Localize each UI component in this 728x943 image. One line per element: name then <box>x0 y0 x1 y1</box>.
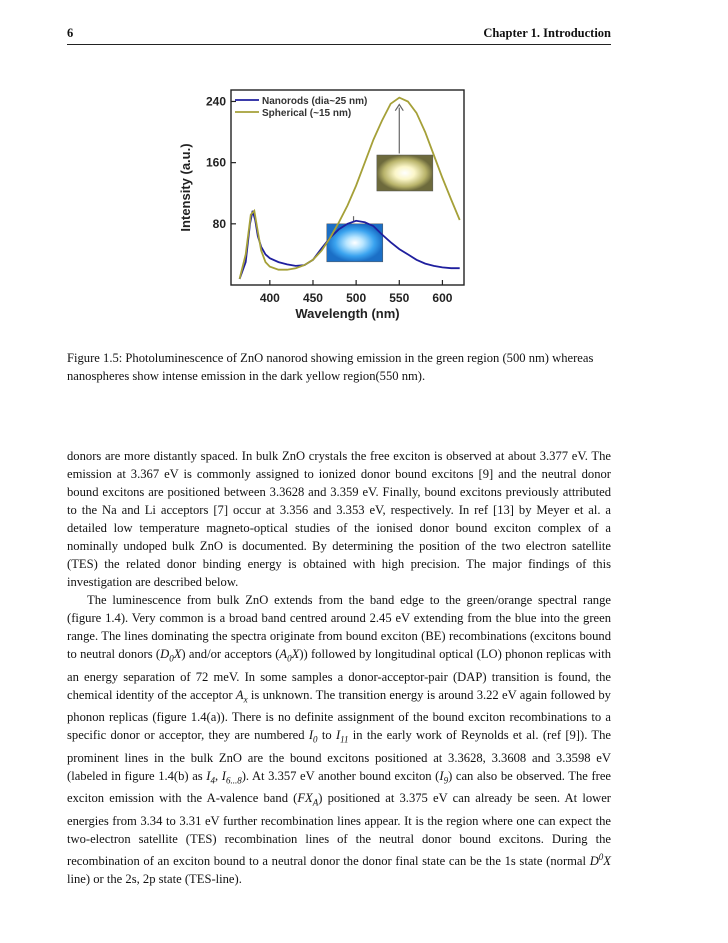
page-header <box>67 26 611 44</box>
symbol-a0x-text: $A_0X$ <box>279 647 300 664</box>
p2-text-e: to <box>317 728 336 743</box>
chapter-title: Chapter 1. Introduction <box>483 26 611 40</box>
x-tick-label-500: 500 <box>346 291 367 305</box>
p2-text-h: ). At 3.357 eV another bound exciton ( <box>241 768 440 783</box>
x-axis-label: Wavelength (nm) <box>295 306 400 321</box>
symbol-i0 <box>308 728 318 745</box>
x-tick-label-550: 550 <box>389 291 410 305</box>
p2-text-f: in the early work of Reynolds et al. (ref [9]). The prominent lines in the bulk ZnO are the bound excitons positioned at 3.3628, 3.3608 and 3.3598 eV (labeled in figure 1.4(b) as <box>67 728 611 783</box>
symbol-fxa <box>297 791 319 808</box>
symbol-ax-text: $A_x$ <box>235 687 248 705</box>
y-tick-label-80: 80 <box>212 216 226 231</box>
p2-text-d: is unknown. The transition energy is around 3.22 eV again followed by phonon replicas (figure 1.4(a)). There is no definite assignment of the bound exciton recombinations to a specific donor or acceptor, they are numbered <box>67 687 611 743</box>
x-tick-label-600: 600 <box>432 291 453 305</box>
symbol-i9-text: $I_9$ <box>439 768 449 786</box>
symbol-i0-text: $I_0$ <box>308 728 318 745</box>
paragraph-2 <box>67 591 611 888</box>
symbol-i11 <box>335 728 349 745</box>
symbol-d0x <box>160 647 182 664</box>
symbol-i9 <box>439 768 449 786</box>
p2-text-b: ) and/or acceptors ( <box>181 647 280 661</box>
p2-text-a: The luminescence from bulk ZnO extends from the band edge to the green/orange spectral range (figure 1.4). Very common is a broad band centred around 2.45 eV extending from the blue into the green range. The lines dominating the spectra originate from bound exciton (BE) recombinations (excitons bound to neutral donors ( <box>67 593 611 661</box>
symbol-i6-8 <box>221 768 242 786</box>
symbol-d0x-line <box>589 851 611 868</box>
legend-entry-0: Nanorods (dia~25 nm) <box>262 96 368 107</box>
symbol-d0x-text: $D_0X$ <box>160 647 182 664</box>
figure-1-5 <box>176 82 472 322</box>
header-rule <box>67 44 611 45</box>
page-number: 6 <box>67 26 74 40</box>
symbol-d0x-line-text: $D^0X$ <box>589 851 611 868</box>
symbol-a0x <box>279 647 300 664</box>
symbol-i4-text: $I_4$ <box>206 768 215 786</box>
legend-entry-1: Spherical (~15 nm) <box>262 108 352 119</box>
y-tick-label-160: 160 <box>205 155 226 170</box>
paragraph-1: donors are more distantly spaced. In bulk ZnO crystals the free exciton is observed at about 3.377 eV. The emission at 3.367 eV is commonly assigned to ionized donor bound excitons [9] and the neutral donor bound excitons are positioned between 3.3628 and 3.359 eV. Finally, bound excitons previously attributed to the Na and Li acceptors [7] occur at 3.356 and 3.353 eV, respectively. In ref [13] by Meyer et al. a detailed low temperature magneto-optical studies of the ionised donor bound exciton complex of a nominally undoped bulk ZnO is documented. By determining the position of the two electron satellite (TES) the related donor binding energy is obtained with high precision. The major findings of this investigation are described below. <box>67 449 611 589</box>
y-axis-label: Intensity (a.u.) <box>178 143 193 232</box>
symbol-i6-8-text: $I_{6...8}$ <box>221 768 242 786</box>
figure-caption: Figure 1.5: Photoluminescence of ZnO nanorod showing emission in the green region (500 nm) whereas nanospheres show intense emission in the dark yellow region(550 nm). <box>67 351 594 383</box>
y-tick-label-240: 240 <box>205 94 226 109</box>
photoluminescence-chart <box>176 82 472 322</box>
symbol-i4 <box>206 768 215 786</box>
inset-yellow-emission-photo <box>377 155 433 191</box>
x-tick-label-400: 400 <box>259 291 280 305</box>
p2-text-g: , <box>215 768 222 783</box>
p2-text-j: ) positioned at 3.375 eV can already be seen. At lower energies from 3.34 to 3.31 eV further recombination lines appear. It is the region where one can expect the two-electron satellite (TES) recombination lines of the neutral donor bound excitons. During the recombination of an exciton bound to a neutral donor the donor final state can be the 1s state (normal <box>67 791 611 868</box>
p2-text-k: line) or the 2s, 2p state (TES-line). <box>67 871 242 886</box>
symbol-ax <box>235 687 248 705</box>
symbol-i11-text: $I_{11}$ <box>335 728 349 745</box>
body-text <box>67 447 611 888</box>
p2-text-c: )) followed by longitudinal optical (LO) phonon replicas with an energy separation of 72 meV. In some samples a donor-acceptor-pair (DAP) transition is found, the chemical identity of the acceptor <box>67 647 612 702</box>
symbol-fxa-text: $FX_A$ <box>297 791 319 808</box>
p2-text-i: ) can also be observed. The free exciton emission with the A-valence band ( <box>67 768 612 806</box>
x-tick-label-450: 450 <box>302 291 323 305</box>
